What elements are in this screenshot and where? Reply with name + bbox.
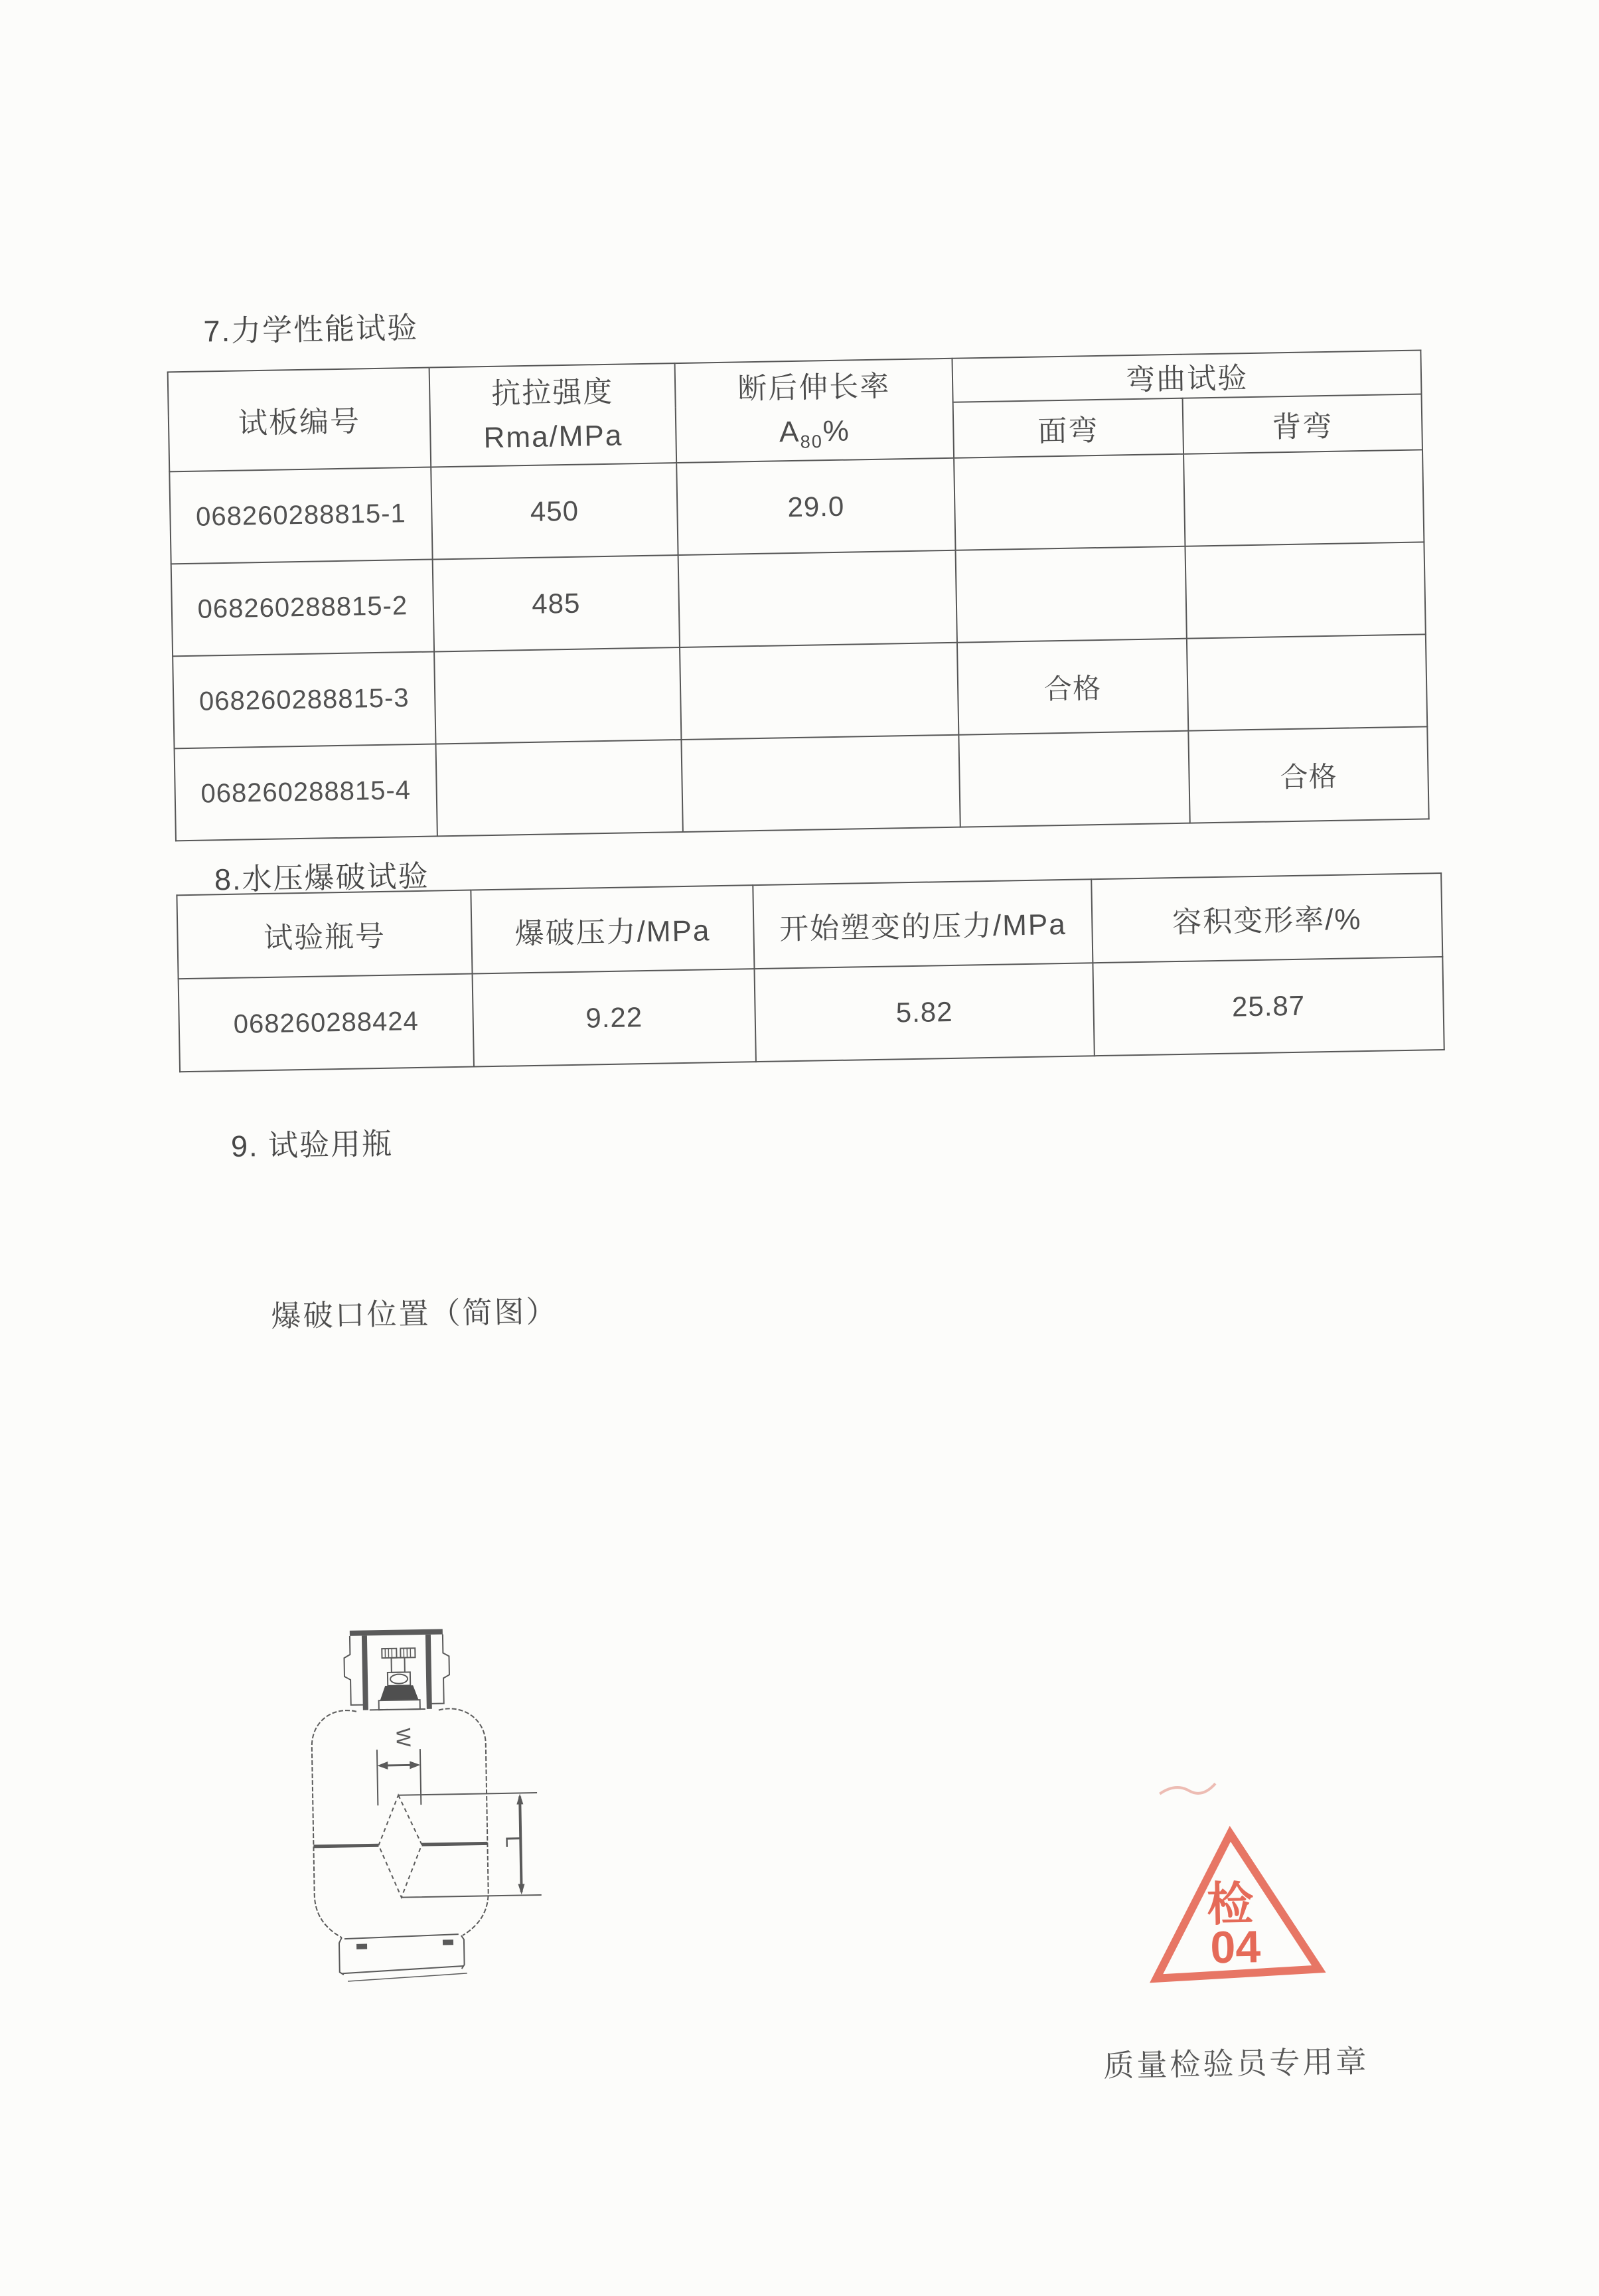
specimen-cell: 068260288815-1 bbox=[169, 467, 432, 564]
header-tensile bbox=[429, 363, 677, 467]
specimen-cell: 068260288815-3 bbox=[173, 651, 435, 748]
back-bend-cell: 合格 bbox=[1188, 726, 1428, 823]
face-bend-cell bbox=[958, 731, 1189, 827]
header-specimen bbox=[168, 368, 431, 472]
cylinder-foot-ring bbox=[339, 1934, 467, 1981]
header-bend-group: 弯曲试验 bbox=[952, 350, 1421, 402]
cylinder-diagram bbox=[293, 1605, 552, 2008]
elongation-cell bbox=[680, 643, 958, 740]
dimension-w bbox=[376, 1728, 421, 1805]
back-bend-cell bbox=[1187, 634, 1427, 730]
face-bend-cell bbox=[956, 546, 1187, 643]
face-bend-cell bbox=[954, 454, 1185, 550]
tensile-cell bbox=[435, 740, 682, 836]
bottle-no-cell: 068260288424 bbox=[179, 974, 474, 1072]
elongation-cell bbox=[681, 735, 960, 832]
header-burst-pressure: 爆破压力/MPa bbox=[471, 885, 754, 973]
header-elongation-line1: 断后伸长率 bbox=[737, 370, 891, 406]
burst-pressure-cell: 9.22 bbox=[473, 969, 756, 1066]
elongation-symbol: A bbox=[779, 415, 800, 448]
specimen-cell: 068260288815-2 bbox=[171, 560, 434, 657]
elongation-subscript: 80 bbox=[800, 430, 824, 452]
stamp-number: 04 bbox=[1209, 1922, 1261, 1973]
specimen-cell: 068260288815-4 bbox=[175, 744, 437, 841]
header-plastic-onset-pressure: 开始塑变的压力/MPa bbox=[753, 879, 1093, 969]
header-elongation bbox=[675, 359, 954, 463]
header-tensile-line1: 抗拉强度 bbox=[491, 375, 614, 410]
plastic-onset-pressure-cell: 5.82 bbox=[754, 963, 1094, 1062]
burst-test-table bbox=[176, 872, 1444, 1072]
elongation-cell: 29.0 bbox=[676, 458, 955, 555]
seal-caption: 质量检验员专用章 bbox=[1103, 2044, 1369, 2084]
header-tensile-line2: Rma/MPa bbox=[483, 419, 623, 455]
dimension-w-label: W bbox=[392, 1728, 414, 1748]
section7-heading: 7.力学性能试验 bbox=[203, 310, 419, 349]
header-specimen-label: 试板编号 bbox=[238, 405, 361, 440]
stamp-character: 检 bbox=[1206, 1878, 1254, 1931]
inspector-stamp bbox=[1133, 1777, 1349, 2007]
back-bend-cell bbox=[1183, 450, 1424, 546]
header-bottle-no: 试验瓶号 bbox=[177, 890, 472, 979]
elongation-cell bbox=[678, 550, 957, 647]
stamp-ink-smudge bbox=[1160, 1783, 1215, 1794]
weld-seam-line bbox=[313, 1843, 487, 1846]
tensile-cell bbox=[434, 647, 681, 744]
dimension-l-label: L bbox=[501, 1835, 526, 1848]
tensile-cell: 450 bbox=[431, 463, 678, 559]
header-volume-deformation: 容积变形率/% bbox=[1091, 873, 1442, 963]
burst-location-label: 爆破口位置（简图） bbox=[271, 1294, 558, 1333]
face-bend-cell: 合格 bbox=[957, 639, 1188, 735]
burst-opening-diamond bbox=[378, 1795, 423, 1898]
header-face-bend: 面弯 bbox=[953, 398, 1183, 458]
section8-heading: 8.水压爆破试验 bbox=[214, 859, 429, 897]
elongation-unit: % bbox=[822, 414, 851, 448]
header-back-bend: 背弯 bbox=[1183, 394, 1422, 453]
header-elongation-line2 bbox=[676, 407, 953, 457]
mechanical-test-table bbox=[167, 349, 1430, 841]
back-bend-cell bbox=[1185, 542, 1425, 638]
cylinder-valve bbox=[378, 1648, 420, 1710]
section9-heading: 9. 试验用瓶 bbox=[230, 1126, 394, 1163]
volume-deformation-cell: 25.87 bbox=[1093, 957, 1444, 1056]
tensile-cell: 485 bbox=[433, 555, 680, 651]
